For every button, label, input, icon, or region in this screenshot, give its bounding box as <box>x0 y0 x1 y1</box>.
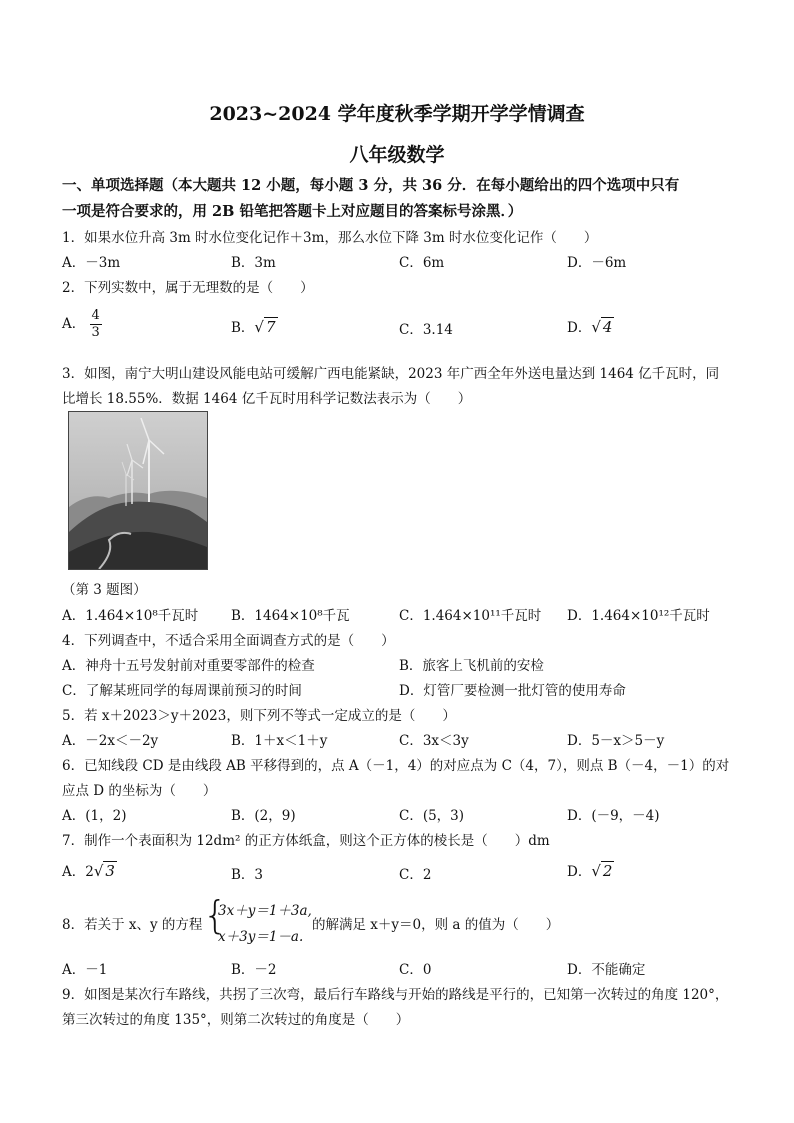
radicand: 3 <box>105 862 115 880</box>
q4-option-a: A．神舟十五号发射前对重要零部件的检查 <box>62 658 315 674</box>
q8-option-a: A．－1 <box>62 962 108 978</box>
q6-stem-line2: 应点 D 的坐标为（ ） <box>62 783 217 799</box>
q8-equation-1: 3x＋y＝1＋3a, <box>218 903 312 919</box>
q4-option-d: D．灯管厂要检测一批灯管的使用寿命 <box>399 683 626 699</box>
fraction-denominator: 3 <box>91 325 100 340</box>
sqrt-icon: √ 3 <box>93 862 115 880</box>
q8-stem-prefix: 8．若关于 x、y 的方程 <box>62 917 203 933</box>
figure-caption: （第 3 题图） <box>62 582 147 598</box>
q7-option-c: C．2 <box>399 867 432 883</box>
q5-option-a: A．－2x＜－2y <box>62 733 159 749</box>
q5-option-d: D．5－x＞5－y <box>567 733 665 749</box>
q7-option-d <box>567 860 614 880</box>
q8-option-b: B．－2 <box>231 962 277 978</box>
q2-option-b-label: B． <box>231 320 255 336</box>
q6-option-c: C．(5，3) <box>399 808 465 824</box>
sqrt-icon: √ 4 <box>591 318 613 336</box>
q6-option-a: A．(1，2) <box>62 808 127 824</box>
q2-option-d <box>567 316 614 336</box>
sqrt-icon: √ 2 <box>591 862 613 880</box>
q7-option-d-label: D． <box>567 864 592 880</box>
q7-option-a <box>62 860 117 880</box>
q8-option-c: C．0 <box>399 962 432 978</box>
q1-option-c: C．6m <box>399 255 445 271</box>
exam-title: 2023~2024 学年度秋季学期开学学情调查 <box>209 103 585 125</box>
q3-stem-line1: 3．如图，南宁大明山建设风能电站可缓解广西电能紧缺，2023 年广西全年外送电量达到 1464 亿千瓦时，同 <box>62 366 720 382</box>
q8-equation-2: x＋3y＝1－a. <box>218 929 304 945</box>
left-brace-icon: { <box>203 893 228 937</box>
q3-option-b: B．1464×10⁸千瓦 <box>231 608 350 624</box>
radicand: 4 <box>602 318 613 336</box>
q1-option-a: A．－3m <box>62 255 121 271</box>
q8-option-d: D．不能确定 <box>567 962 646 978</box>
wind-turbine-photo <box>68 411 208 570</box>
q4-option-c: C．了解某班同学的每周课前预习的时间 <box>62 683 302 699</box>
q1-option-d: D．－6m <box>567 255 627 271</box>
q2-option-a-label: A． <box>62 316 86 332</box>
q2-stem: 2．下列实数中，属于无理数的是（ ） <box>62 280 314 296</box>
q3-option-a: A．1.464×10⁸千瓦时 <box>62 608 199 624</box>
fraction <box>90 308 102 341</box>
wind-turbine-image <box>69 412 207 569</box>
q9-stem-line1: 9．如图是某次行车路线，共拐了三次弯，最后行车路线与开始的路线是平行的，已知第一次转过的角度 120°， <box>62 987 729 1003</box>
q9-stem-line2: 第三次转过的角度 135°，则第二次转过的角度是（ ） <box>62 1012 410 1028</box>
q5-option-b: B．1＋x＜1＋y <box>231 733 328 749</box>
exam-subtitle: 八年级数学 <box>349 144 445 166</box>
q2-option-a <box>62 308 102 341</box>
q7-option-b: B．3 <box>231 867 264 883</box>
section-instructions-line1: 一、单项选择题（本大题共 12 小题，每小题 3 分，共 36 分．在每小题给出的四个选项中只有 <box>62 177 680 194</box>
radicand: 2 <box>602 862 613 880</box>
q4-stem: 4．下列调查中，不适合采用全面调查方式的是（ ） <box>62 633 395 649</box>
q5-option-c: C．3x＜3y <box>399 733 469 749</box>
q1-stem: 1．如果水位升高 3m 时水位变化记作＋3m，那么水位下降 3m 时水位变化记作（ ） <box>62 230 598 246</box>
q6-option-b: B．(2，9) <box>231 808 296 824</box>
sqrt-icon: √ 7 <box>254 318 276 336</box>
radicand: 7 <box>265 318 276 336</box>
q3-stem-line2: 比增长 18.55%．数据 1464 亿千瓦时用科学记数法表示为（ ） <box>62 391 472 407</box>
q2-option-c: C．3.14 <box>399 322 453 338</box>
fraction-numerator: 4 <box>91 308 100 323</box>
q1-option-b: B．3m <box>231 255 276 271</box>
q4-option-b: B．旅客上飞机前的安检 <box>399 658 544 674</box>
q5-stem: 5．若 x＋2023＞y＋2023，则下列不等式一定成立的是（ ） <box>62 708 456 724</box>
q7-stem: 7．制作一个表面积为 12dm² 的正方体纸盒，则这个正方体的棱长是（ ）dm <box>62 833 550 849</box>
q6-stem-line1: 6．已知线段 CD 是由线段 AB 平移得到的，点 A（－1，4）的对应点为 C（4，7），则点 B（－4，－1）的对 <box>62 758 730 774</box>
section-instructions-line2: 一项是符合要求的，用 2B 铅笔把答题卡上对应题目的答案标号涂黑．） <box>62 203 523 220</box>
q3-option-c: C．1.464×10¹¹千瓦时 <box>399 608 542 624</box>
q7-option-a-label: A．2 <box>62 864 94 880</box>
q2-option-d-label: D． <box>567 320 592 336</box>
q8-stem-suffix: 的解满足 x＋y＝0，则 a 的值为（ ） <box>312 917 560 933</box>
q3-option-d: D．1.464×10¹²千瓦时 <box>567 608 710 624</box>
q6-option-d: D．(－9，－4) <box>567 808 660 824</box>
q2-option-b <box>231 316 278 336</box>
